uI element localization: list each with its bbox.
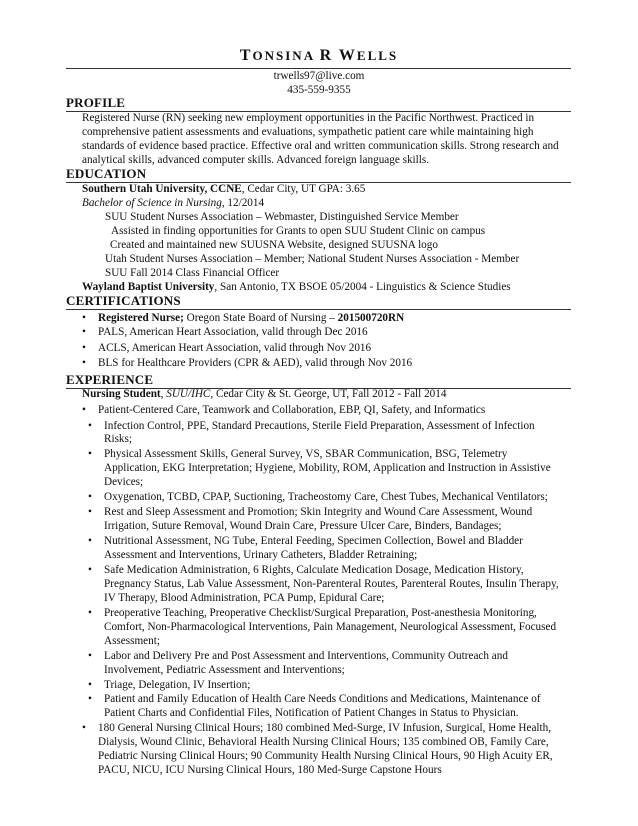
clinical-hours-line: PACU, NICU, ICU Nursing Clinical Hours, 180 Med-Surge Capstone Hours <box>98 764 442 776</box>
experience-item: Triage, Delegation, IV Insertion; <box>104 679 251 691</box>
candidate-name: TONSINA R WELLS <box>239 47 399 64</box>
profile-line: analytical skills, advanced computer skills. Advanced foreign language skills. <box>82 154 430 166</box>
clinical-hours-line: Pediatric Nursing Clinical Hours; 90 Community Health Nursing Clinical Hours, 90 High Acuity ER, <box>98 750 553 762</box>
certification-item: PALS, American Heart Association, valid through Dec 2016 <box>98 326 368 338</box>
degree-date: , 12/2014 <box>221 197 265 209</box>
activity-line: Utah Student Nurses Association – Member; National Student Nurses Association - Member <box>105 253 520 265</box>
bullet-icon: • <box>88 491 92 503</box>
experience-item-cont: Assessment and Interventions, Urinary Catheters, Bladder Retraining; <box>104 549 418 561</box>
degree-name: Bachelor of Science in Nursing <box>82 197 222 209</box>
school-name: Wayland Baptist University <box>82 281 215 293</box>
bullet-icon: • <box>82 404 86 416</box>
experience-item: Oxygenation, TCBD, CPAP, Suctioning, Tracheostomy Care, Chest Tubes, Mechanical Ventilators; <box>104 491 548 503</box>
experience-item-cont: Assessment; <box>104 635 160 647</box>
experience-item-cont: Risks; <box>104 433 132 445</box>
experience-item-cont: Patient Charts and Confidential Files, Notification of Patient Changes in Status to Physician. <box>104 707 519 719</box>
certification-item: ACLS, American Heart Association, valid through Nov 2016 <box>98 342 372 354</box>
profile-line: Registered Nurse (RN) seeking new employment opportunities in the Pacific Northwest. Practiced in <box>82 112 535 124</box>
section-title-education: EDUCATION <box>66 166 147 181</box>
bullet-icon: • <box>88 420 92 432</box>
section-title-profile: PROFILE <box>66 95 126 110</box>
bullet-icon: • <box>88 448 92 460</box>
activity-line: SUU Fall 2014 Class Financial Officer <box>105 267 280 279</box>
school-line-suu <box>82 182 365 197</box>
experience-item: Preoperative Teaching, Preoperative Checklist/Surgical Preparation, Post-anesthesia Monitoring, <box>104 607 537 619</box>
bullet-icon: • <box>88 650 92 662</box>
experience-item: Labor and Delivery Pre and Post Assessment and Interventions, Community Outreach and <box>104 650 508 662</box>
section-title-experience: EXPERIENCE <box>66 372 154 387</box>
clinical-hours-line: Dialysis, Wound Clinic, Behavioral Health Nursing Clinical Hours; 135 combined OB, Family Care, <box>98 736 549 748</box>
certification-item: BLS for Healthcare Providers (CPR & AED), valid through Nov 2016 <box>98 357 413 369</box>
degree-line <box>82 196 264 211</box>
profile-line: standards of evidence based practice. Effective oral and written communication skills. Strong research and <box>82 140 559 152</box>
experience-item-cont: Devices; <box>104 476 144 488</box>
section-divider <box>66 309 571 310</box>
experience-item: Infection Control, PPE, Standard Precautions, Sterile Field Preparation, Assessment of Infection <box>104 420 535 432</box>
job-line: Nursing Student, SUU/IHC, Cedar City & St. George, UT, Fall 2012 - Fall 2014 <box>82 388 447 400</box>
experience-item: Physical Assessment Skills, General Survey, VS, SBAR Communication, BSG, Telemetry <box>104 448 508 460</box>
school-name: Southern Utah University, CCNE <box>82 183 242 195</box>
bullet-icon: • <box>88 506 92 518</box>
section-title-certifications: CERTIFICATIONS <box>66 293 181 308</box>
experience-item-cont: Pregnancy Status, Lab Value Assessment, Non-Parenteral Routes, Parenteral Routes, Insulin Therapy, <box>104 578 559 590</box>
job-organization: SUU/IHC <box>166 388 211 400</box>
bullet-icon: • <box>82 722 86 734</box>
phone-number: 435-559-9355 <box>287 84 351 96</box>
bullet-icon: • <box>82 326 86 338</box>
activity-line: SUU Student Nurses Association – Webmaster, Distinguished Service Member <box>105 211 459 223</box>
experience-item: Safe Medication Administration, 6 Rights, Calculate Medication Dosage, Medication History, <box>104 564 524 576</box>
bullet-icon: • <box>88 535 92 547</box>
bullet-icon: • <box>82 312 86 324</box>
job-title: Nursing Student <box>82 388 161 400</box>
experience-item: Patient and Family Education of Health Care Needs Conditions and Medications, Maintenance of <box>104 693 541 705</box>
bullet-icon: • <box>88 607 92 619</box>
job-details: , Cedar City & St. George, UT, Fall 2012 - Fall 2014 <box>210 388 447 400</box>
school-details: , San Antonio, TX BSOE 05/2004 - Linguistics & Science Studies <box>214 281 511 293</box>
certification-item: Registered Nurse; Oregon State Board of Nursing – 201500720RN <box>98 312 405 324</box>
experience-item-cont: IV Therapy, Blood Administration, PCA Pump, Epidural Care; <box>104 592 385 604</box>
bullet-icon: • <box>88 693 92 705</box>
bullet-icon: • <box>88 564 92 576</box>
activity-line: Created and maintained new SUUSNA Website, designed SUUSNA logo <box>110 239 438 251</box>
experience-item: Nutritional Assessment, NG Tube, Enteral Feeding, Specimen Collection, Bowel and Bladder <box>104 535 523 547</box>
email-address: trwells97@live.com <box>273 70 365 82</box>
school-details: , Cedar City, UT GPA: 3.65 <box>241 183 366 195</box>
bullet-icon: • <box>82 342 86 354</box>
experience-item-cont: Comfort, Non-Pharmacological Interventions, Pain Management, Neurological Assessment, Focused <box>104 621 557 633</box>
experience-summary: Patient-Centered Care, Teamwork and Collaboration, EBP, QI, Safety, and Informatics <box>98 404 486 416</box>
bullet-icon: • <box>82 357 86 369</box>
experience-item-cont: Involvement, Pediatric Assessment and Interventions; <box>104 664 345 676</box>
bullet-icon: • <box>88 679 92 691</box>
experience-item: Rest and Sleep Assessment and Promotion; Skin Integrity and Wound Care Assessment, Wound <box>104 506 533 518</box>
profile-line: comprehensive patient assessments and evaluations, sympathetic patient care while maintaining high <box>82 126 534 138</box>
experience-item-cont: Irrigation, Suture Removal, Wound Drain Care, Pressure Ulcer Care, Binders, Bandages; <box>104 520 502 532</box>
activity-line: Assisted in finding opportunities for Grants to open SUU Student Clinic on campus <box>111 225 486 237</box>
clinical-hours-line: 180 General Nursing Clinical Hours; 180 combined Med-Surge, IV Infusion, Surgical, Home Health, <box>98 722 552 734</box>
experience-item-cont: Application, EKG Interpretation; Hygiene, Mobility, ROM, Application and Instruction in Assistive <box>104 462 551 474</box>
